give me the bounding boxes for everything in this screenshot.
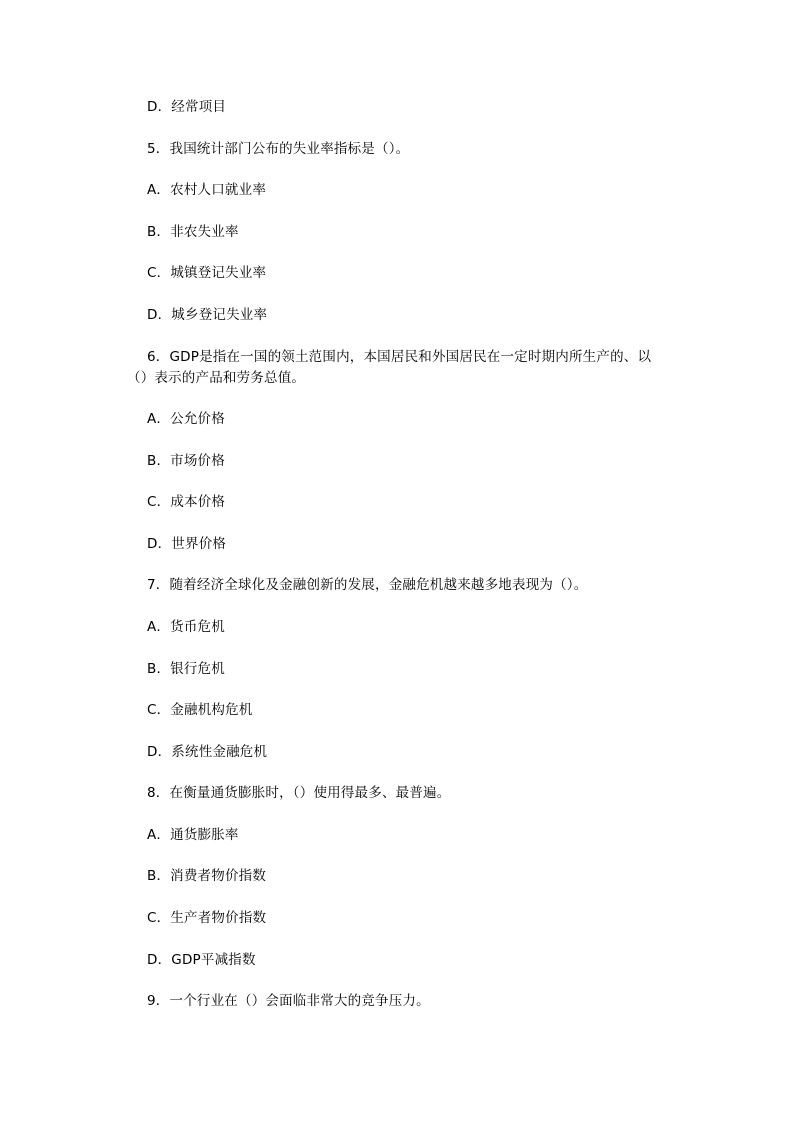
option-d-q8: D．GDP平减指数 xyxy=(147,952,256,968)
question-6: 6．GDP是指在一国的领土范围内，本国居民和外国居民在一定时期内所生产的、以（）表示的产品和劳务总值。 xyxy=(127,349,652,386)
question-7: 7．随着经济全球化及金融创新的发展，金融危机越来越多地表现为（）。 xyxy=(147,577,588,593)
option-a-q7: A．货币危机 xyxy=(147,619,225,635)
option-c-q7: C．金融机构危机 xyxy=(147,702,253,718)
option-b-q6: B．市场价格 xyxy=(147,453,225,469)
option-b-q5: B．非农失业率 xyxy=(147,224,239,240)
option-d-q4: D．经常项目 xyxy=(147,99,227,115)
option-d-q7: D．系统性金融危机 xyxy=(147,744,268,760)
option-c-q5: C．城镇登记失业率 xyxy=(147,265,267,281)
option-d-q6: D．世界价格 xyxy=(147,536,227,552)
option-b-q7: B．银行危机 xyxy=(147,661,225,677)
question-8: 8．在衡量通货膨胀时，（）使用得最多、最普遍。 xyxy=(147,785,451,801)
option-b-q8: B．消费者物价指数 xyxy=(147,868,267,884)
option-a-q5: A．农村人口就业率 xyxy=(147,182,267,198)
option-a-q6: A．公允价格 xyxy=(147,411,225,427)
question-9: 9．一个行业在（）会面临非常大的竞争压力。 xyxy=(147,993,430,1009)
option-d-q5: D．城乡登记失业率 xyxy=(147,307,268,323)
option-a-q8: A．通货膨胀率 xyxy=(147,827,239,843)
option-c-q6: C．成本价格 xyxy=(147,494,226,510)
question-5: 5．我国统计部门公布的失业率指标是（）。 xyxy=(147,141,410,157)
option-c-q8: C．生产者物价指数 xyxy=(147,910,267,926)
